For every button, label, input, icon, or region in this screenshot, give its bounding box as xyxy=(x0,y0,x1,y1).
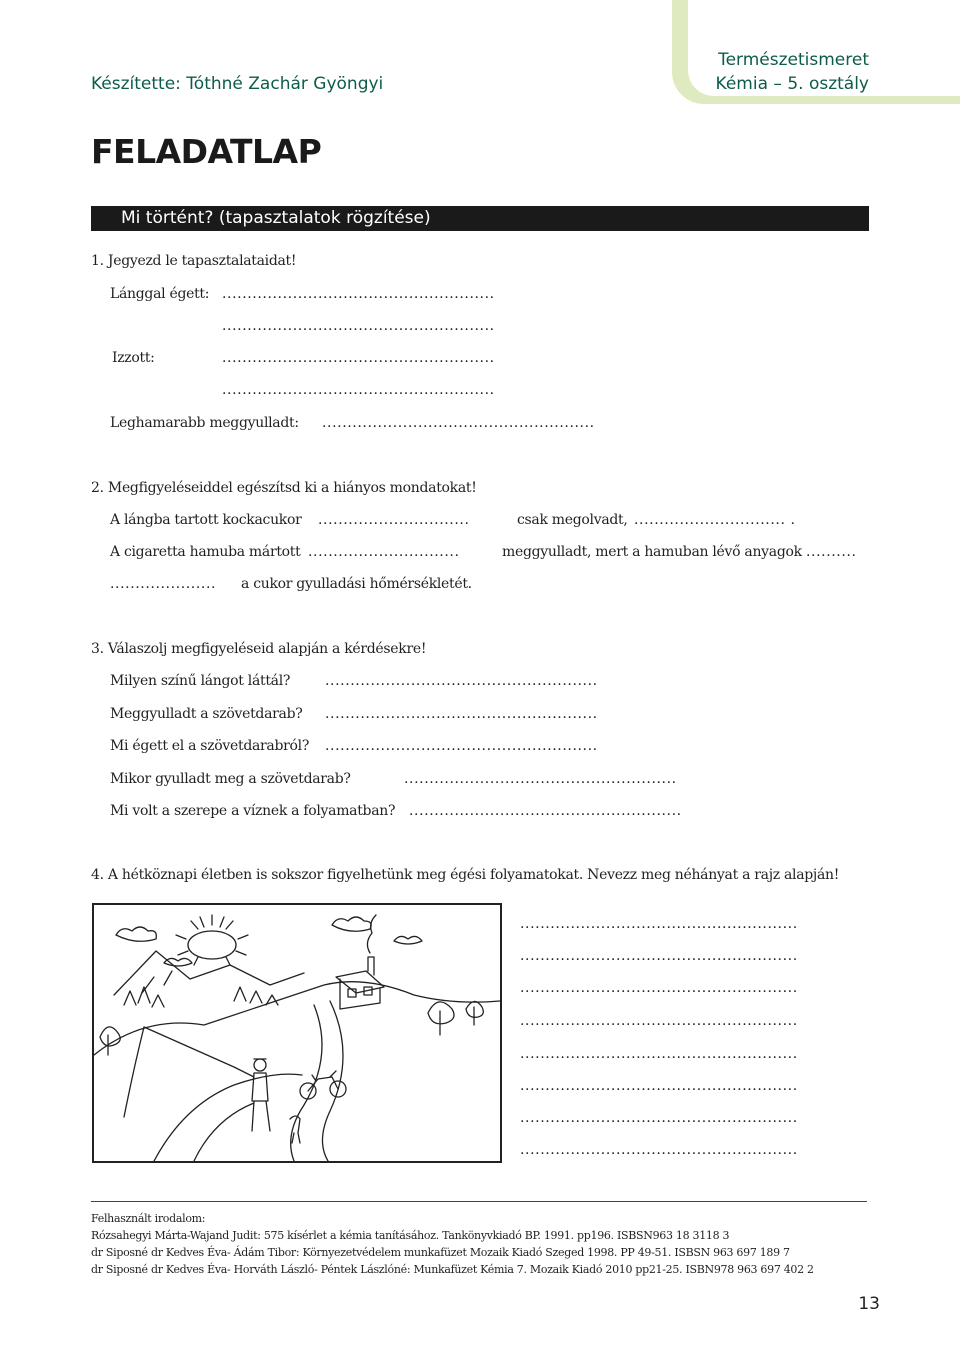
task2-heading: 2. Megfigyeléseiddel egészítsd ki a hiányos mondatokat! xyxy=(91,480,477,496)
sentence1-start: A lángba tartott kockacukor xyxy=(110,512,302,528)
answer-when-ignited[interactable]: ...................................................... xyxy=(404,771,677,787)
answer-what-burned[interactable]: ...................................................... xyxy=(325,738,598,754)
answer-line-smoldered-1[interactable]: ...................................................... xyxy=(222,350,495,366)
tree-icon xyxy=(100,1001,483,1055)
task4-answer-line-7[interactable]: ....................................................... xyxy=(520,1110,798,1126)
fisherman-icon xyxy=(124,1027,270,1131)
sentence2-middle: meggyulladt, mert a hamuban lévő anyagok xyxy=(502,544,802,560)
task4-answer-line-4[interactable]: ....................................................... xyxy=(520,1013,798,1029)
sentence2-blank1[interactable]: .............................. xyxy=(308,544,460,560)
task4-answer-line-8[interactable]: ....................................................... xyxy=(520,1142,798,1158)
question-flame-color: Milyen színű lángot láttál? xyxy=(110,673,291,689)
sentence3-blank[interactable]: ..................... xyxy=(110,576,217,592)
sentence3-end: a cukor gyulladási hőmérsékletét. xyxy=(241,576,472,592)
references-label: Felhasznált irodalom: xyxy=(91,1212,206,1225)
footer-divider xyxy=(91,1201,867,1202)
reference-2: dr Siposné dr Kedves Éva- Ádám Tibor: Környezetvédelem munkafüzet Mozaik Kiadó Szeged 1998. PP 49-51. ISBSN 963 697 189 7 xyxy=(91,1246,790,1259)
landscape-drawing xyxy=(94,905,500,1161)
answer-line-first-ignited[interactable]: ...................................................... xyxy=(322,415,595,431)
answer-role-of-water[interactable]: ...................................................... xyxy=(409,803,682,819)
author-line: Készítette: Tóthné Zachár Gyöngyi xyxy=(91,74,384,94)
question-role-of-water: Mi volt a szerepe a víznek a folyamatban? xyxy=(110,803,396,819)
question-cloth-ignited: Meggyulladt a szövetdarab? xyxy=(110,706,303,722)
task4-answer-line-6[interactable]: ....................................................... xyxy=(520,1078,798,1094)
reference-3: dr Siposné dr Kedves Éva- Horváth László- Péntek Lászlóné: Munkafüzet Kémia 7. Mozaik Kiadó 2010 pp21-25. ISBN978 963 697 402 2 xyxy=(91,1263,814,1276)
label-flame: Lánggal égett: xyxy=(110,286,210,302)
task1-heading: 1. Jegyezd le tapasztalataidat! xyxy=(91,253,297,269)
grade-line: Kémia – 5. osztály xyxy=(715,74,869,94)
label-smoldered: Izzott: xyxy=(112,350,155,366)
question-when-ignited: Mikor gyulladt meg a szövetdarab? xyxy=(110,771,351,787)
sentence1-middle: csak megolvadt, xyxy=(517,512,628,528)
sentence2-start: A cigaretta hamuba mártott xyxy=(110,544,301,560)
sentence2-blank2[interactable]: .......... xyxy=(806,544,857,560)
sentence1-blank1[interactable]: .............................. xyxy=(318,512,470,528)
sun-icon xyxy=(176,915,248,965)
answer-flame-color[interactable]: ...................................................... xyxy=(325,673,598,689)
answer-line-flame-1[interactable]: ...................................................... xyxy=(222,286,495,302)
landscape-illustration xyxy=(92,903,502,1163)
answer-line-smoldered-2[interactable]: ...................................................... xyxy=(222,382,495,398)
task3-heading: 3. Válaszolj megfigyeléseid alapján a kérdésekre! xyxy=(91,641,427,657)
answer-line-flame-2[interactable]: ...................................................... xyxy=(222,318,495,334)
section-title: Mi történt? (tapasztalatok rögzítése) xyxy=(121,208,431,228)
question-what-burned: Mi égett el a szövetdarabról? xyxy=(110,738,310,754)
task4-answer-line-3[interactable]: ....................................................... xyxy=(520,980,798,996)
task4-answer-line-5[interactable]: ....................................................... xyxy=(520,1046,798,1062)
label-first-ignited: Leghamarabb meggyulladt: xyxy=(110,415,299,431)
subject-line: Természetismeret xyxy=(718,50,869,70)
sentence1-blank2[interactable]: .............................. . xyxy=(634,512,796,528)
reference-1: Rózsahegyi Márta-Wajand Judit: 575 kísérlet a kémia tanításához. Tankönyvkiadó BP. 1991. pp196. ISBSN963 18 3118 3 xyxy=(91,1229,730,1242)
task4-heading: 4. A hétköznapi életben is sokszor figyelhetünk meg égési folyamatokat. Nevezz meg néhányat a rajz alapján! xyxy=(91,867,840,883)
task4-answer-line-1[interactable]: ....................................................... xyxy=(520,916,798,932)
task4-answer-line-2[interactable]: ....................................................... xyxy=(520,948,798,964)
answer-cloth-ignited[interactable]: ...................................................... xyxy=(325,706,598,722)
page-title: FELADATLAP xyxy=(91,132,322,171)
page-number: 13 xyxy=(858,1294,880,1314)
